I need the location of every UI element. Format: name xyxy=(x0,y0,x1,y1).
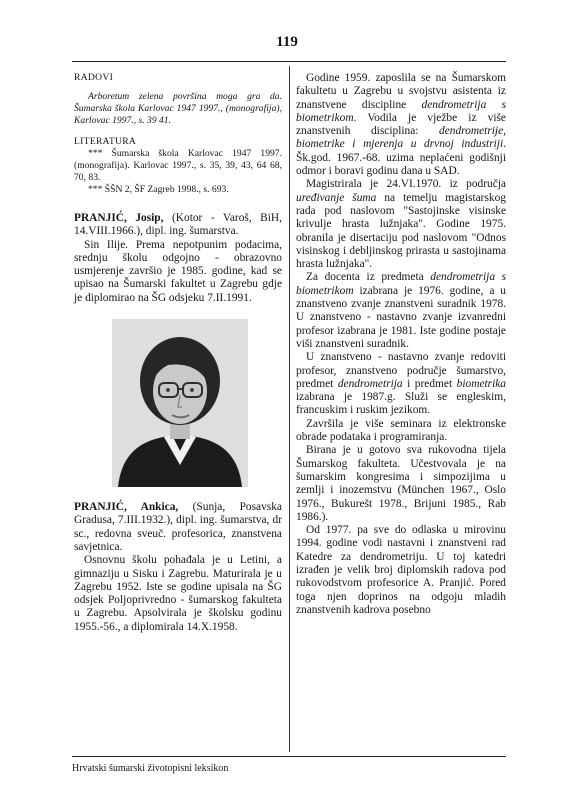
p1-text-c: . Šk.god. 1967.-68. uzima neplaćeni godišnji odmor i boravi godinu dana u SAD. xyxy=(296,138,506,178)
p4-text-b: i predmet xyxy=(402,377,457,390)
paragraph-3 xyxy=(296,271,506,351)
literatura-heading: LITERATURA xyxy=(74,136,137,147)
footer-rule xyxy=(72,756,506,757)
entry-josip-name: PRANJIĆ, Josip, xyxy=(74,212,164,224)
entry-ankica-body: Osnovnu školu pohađala je u Letini, a gimnaziju u Sisku i Zagrebu. Maturirala je u Zagrebu 1952. Iste se godine upisala na ŠG odsjek Poljoprivredno - šumarskog fakulteta u Zagrebu. Apsolvirala je školsku godinu 1955.-56., a diplomirala 14.X.1958. xyxy=(74,554,282,633)
footer-title: Hrvatski šumarski životopisni leksikon xyxy=(72,763,229,774)
p4-italic-2: biometrika xyxy=(456,377,507,390)
column-divider xyxy=(289,66,290,752)
left-column xyxy=(74,72,282,634)
paragraph-6: Birana je u gotovo sva rukovodna tijela Šumarskog fakulteta. Učestvovala je na šumarskim kongresima i simpozijima u zemlji i inozemstvu (München 1967., Oslo 1976., Bukurešt 1978., Brijuni 1985., Rab 1986.). xyxy=(296,444,506,523)
p4-text-a: U znanstveno - nastavno zvanje redoviti profesor, znanstveno područje šumarstvo, predmet xyxy=(296,351,506,390)
entry-josip-body: Sin Ilije. Prema nepotpunim podacima, srednju školu odgojno - obrazovno usmjerenje završio je 1985. godine, kad se upisao na Šumarski fakultet u Zagrebu gdje je diplomirao na ŠG odsjeku 7.II.1991. xyxy=(74,238,282,304)
paragraph-2 xyxy=(296,178,506,271)
paragraph-1 xyxy=(296,72,506,178)
paragraph-4 xyxy=(296,351,506,417)
radovi-heading: RADOVI xyxy=(74,72,114,83)
header-rule xyxy=(72,61,506,62)
portrait-photo xyxy=(112,319,248,487)
p1-italic-2: dendrometrije, biometrike i mjerenja u drvnoj industriji xyxy=(296,125,506,151)
entry-ankica xyxy=(74,501,282,554)
entry-josip-intro: (Kotor - Varoš, BiH, 14.VIII.1966.), dipl. ing. šumarstva. xyxy=(74,212,283,238)
literatura-item-1: *** Šumarska škola Karlovac 1947 1997. (monografija). Karlovac 1997., s. 35, 39, 43, 64 68, 70, 83. xyxy=(74,148,282,183)
page-number: 119 xyxy=(276,34,298,50)
right-column xyxy=(296,72,506,617)
p2-text-a: Magistrirala je 24.VI.1970. iz područja xyxy=(306,178,506,191)
p4-italic-1: dendrometrija xyxy=(337,377,403,390)
entry-josip xyxy=(74,212,282,239)
portrait-image xyxy=(112,319,248,487)
paragraph-7: Od 1977. pa sve do odlaska u mirovinu 1994. godine vodi nastavni i znanstveni rad Katedre za dendrometriju. U toj katedri izrađen je velik broj diplomskih radova pod rukovodstvom profesorice A. Pranjić. Pored toga njen doprinos na odgoju mladih znanstvenih kadrova posebno xyxy=(296,524,506,616)
p4-text-c: izabrana je 1987.g. Služi se engleskim, francuskim i ruskim jezikom. xyxy=(296,391,506,417)
radovi-section xyxy=(74,72,282,196)
entry-ankica-name: PRANJIĆ, Ankica, xyxy=(74,501,179,514)
p3-italic: dendrometrija s biometrikom xyxy=(296,271,507,297)
p3-text-a: Za docenta iz predmeta xyxy=(306,271,431,284)
p1-text-a: Godine 1959. zaposlila se na Šumarskom fakultetu u Zagrebu u svojstvu asistenta iz znanstvene discipline xyxy=(296,72,506,111)
entry-ankica-intro: (Sunja, Posavska Gradusa, 7.III.1932.), dipl. ing. šumarstva, dr sc., redovna sveuč. profesorica, znanstvena savjetnica. xyxy=(74,501,282,553)
radovi-text: Arboretum zelena površina moga gra da. Šumarska škola Karlovac 1947 1997., (monografija), Karlovac 1997., s. 39 41. xyxy=(74,91,282,126)
paragraph-5: Završila je više seminara iz elektronske obrade podataka i programiranja. xyxy=(296,417,506,444)
p2-italic: uređivanje šuma xyxy=(296,191,377,204)
p1-text-b: . Vodila je vježbe iz više znanstvenih disciplina: xyxy=(296,111,506,138)
p1-italic-1: dendrometrija s biometrikom xyxy=(296,98,507,124)
literatura-item-2: *** ŠŠN 2, ŠF Zagreb 1998., s. 693. xyxy=(88,184,229,195)
p2-text-b: na temelju magistarskog rada pod naslovom "Sastojinske visinske krivulje hrasta lužnjaka". Godine 1975. obranila je disertaciju pod naslovom "Odnos visinskog i debljinskog prirasta u sastojinama hrasta lužnjaka". xyxy=(296,191,506,271)
p3-text-b: izabrana je 1976. godine, a u znanstveno zvanje znanstveni suradnik 1978. U znanstveno - nastavno zvanje izvanredni profesor izabrana je 1981. Iste godine postaje viši znanstveni suradnik. xyxy=(296,284,506,350)
